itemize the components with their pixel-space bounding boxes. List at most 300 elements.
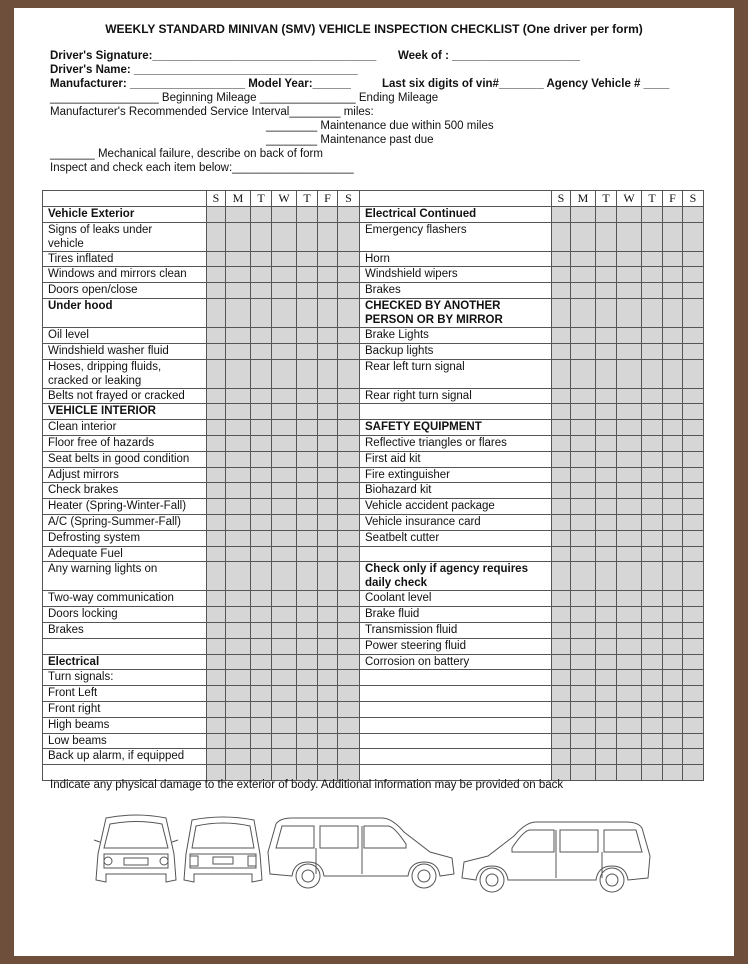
minivan-front-view-diagram[interactable] <box>92 810 180 892</box>
mechanical-failure-field[interactable]: _______ Mechanical failure, describe on back of form <box>50 148 323 160</box>
right-check-cell[interactable] <box>683 404 704 420</box>
right-check-cell[interactable] <box>683 607 704 623</box>
left-check-cell[interactable] <box>272 222 297 251</box>
right-check-cell[interactable] <box>642 514 663 530</box>
right-check-cell[interactable] <box>617 638 642 654</box>
right-check-cell[interactable] <box>683 638 704 654</box>
left-check-cell[interactable] <box>338 420 360 436</box>
right-check-cell[interactable] <box>683 206 704 222</box>
left-check-cell[interactable] <box>297 404 318 420</box>
right-check-cell[interactable] <box>617 404 642 420</box>
right-check-cell[interactable] <box>683 359 704 388</box>
right-check-cell[interactable] <box>596 267 617 283</box>
left-check-cell[interactable] <box>251 467 272 483</box>
left-check-cell[interactable] <box>318 591 338 607</box>
right-check-cell[interactable] <box>571 343 596 359</box>
left-check-cell[interactable] <box>338 206 360 222</box>
right-check-cell[interactable] <box>571 622 596 638</box>
right-check-cell[interactable] <box>571 483 596 499</box>
left-check-cell[interactable] <box>338 514 360 530</box>
left-check-cell[interactable] <box>272 283 297 299</box>
right-check-cell[interactable] <box>571 514 596 530</box>
left-check-cell[interactable] <box>272 638 297 654</box>
right-check-cell[interactable] <box>571 701 596 717</box>
left-check-cell[interactable] <box>251 670 272 686</box>
left-check-cell[interactable] <box>226 388 251 404</box>
right-check-cell[interactable] <box>642 327 663 343</box>
left-check-cell[interactable] <box>297 546 318 562</box>
right-check-cell[interactable] <box>596 546 617 562</box>
right-check-cell[interactable] <box>571 359 596 388</box>
right-check-cell[interactable] <box>663 765 683 781</box>
right-check-cell[interactable] <box>571 404 596 420</box>
right-check-cell[interactable] <box>683 267 704 283</box>
left-check-cell[interactable] <box>207 435 226 451</box>
left-check-cell[interactable] <box>251 530 272 546</box>
left-check-cell[interactable] <box>338 591 360 607</box>
left-check-cell[interactable] <box>207 283 226 299</box>
left-check-cell[interactable] <box>338 749 360 765</box>
right-check-cell[interactable] <box>683 483 704 499</box>
right-check-cell[interactable] <box>617 251 642 267</box>
right-check-cell[interactable] <box>683 546 704 562</box>
left-check-cell[interactable] <box>226 283 251 299</box>
right-check-cell[interactable] <box>552 359 571 388</box>
right-check-cell[interactable] <box>596 343 617 359</box>
left-check-cell[interactable] <box>207 222 226 251</box>
right-check-cell[interactable] <box>596 654 617 670</box>
right-check-cell[interactable] <box>642 749 663 765</box>
left-check-cell[interactable] <box>338 222 360 251</box>
right-check-cell[interactable] <box>571 251 596 267</box>
left-check-cell[interactable] <box>338 298 360 327</box>
left-check-cell[interactable] <box>251 206 272 222</box>
left-check-cell[interactable] <box>272 467 297 483</box>
left-check-cell[interactable] <box>272 483 297 499</box>
right-check-cell[interactable] <box>642 562 663 591</box>
left-check-cell[interactable] <box>251 717 272 733</box>
right-check-cell[interactable] <box>617 206 642 222</box>
left-check-cell[interactable] <box>297 251 318 267</box>
left-check-cell[interactable] <box>297 749 318 765</box>
right-check-cell[interactable] <box>596 733 617 749</box>
right-check-cell[interactable] <box>663 562 683 591</box>
left-check-cell[interactable] <box>226 701 251 717</box>
right-check-cell[interactable] <box>617 607 642 623</box>
right-check-cell[interactable] <box>571 638 596 654</box>
left-check-cell[interactable] <box>272 298 297 327</box>
left-check-cell[interactable] <box>272 343 297 359</box>
right-check-cell[interactable] <box>617 591 642 607</box>
left-check-cell[interactable] <box>272 530 297 546</box>
left-check-cell[interactable] <box>318 327 338 343</box>
right-check-cell[interactable] <box>642 546 663 562</box>
right-check-cell[interactable] <box>642 251 663 267</box>
left-check-cell[interactable] <box>272 546 297 562</box>
left-check-cell[interactable] <box>251 483 272 499</box>
right-check-cell[interactable] <box>617 717 642 733</box>
left-check-cell[interactable] <box>318 298 338 327</box>
left-check-cell[interactable] <box>297 670 318 686</box>
right-check-cell[interactable] <box>683 451 704 467</box>
left-check-cell[interactable] <box>318 530 338 546</box>
right-check-cell[interactable] <box>683 765 704 781</box>
right-check-cell[interactable] <box>663 359 683 388</box>
right-check-cell[interactable] <box>596 251 617 267</box>
right-check-cell[interactable] <box>596 686 617 702</box>
right-check-cell[interactable] <box>571 749 596 765</box>
right-check-cell[interactable] <box>617 546 642 562</box>
right-check-cell[interactable] <box>663 435 683 451</box>
right-check-cell[interactable] <box>552 546 571 562</box>
right-check-cell[interactable] <box>571 717 596 733</box>
right-check-cell[interactable] <box>642 765 663 781</box>
maintenance-past-due-field[interactable]: ________ Maintenance past due <box>266 134 434 146</box>
right-check-cell[interactable] <box>642 607 663 623</box>
right-check-cell[interactable] <box>617 267 642 283</box>
left-check-cell[interactable] <box>297 283 318 299</box>
left-check-cell[interactable] <box>226 546 251 562</box>
left-check-cell[interactable] <box>272 717 297 733</box>
right-check-cell[interactable] <box>683 499 704 515</box>
right-check-cell[interactable] <box>683 467 704 483</box>
left-check-cell[interactable] <box>338 435 360 451</box>
right-check-cell[interactable] <box>596 420 617 436</box>
right-check-cell[interactable] <box>596 591 617 607</box>
right-check-cell[interactable] <box>663 451 683 467</box>
right-check-cell[interactable] <box>642 483 663 499</box>
right-check-cell[interactable] <box>596 451 617 467</box>
right-check-cell[interactable] <box>663 420 683 436</box>
right-check-cell[interactable] <box>642 654 663 670</box>
right-check-cell[interactable] <box>663 638 683 654</box>
right-check-cell[interactable] <box>683 654 704 670</box>
right-check-cell[interactable] <box>571 420 596 436</box>
right-check-cell[interactable] <box>552 420 571 436</box>
left-check-cell[interactable] <box>338 717 360 733</box>
right-check-cell[interactable] <box>642 283 663 299</box>
right-check-cell[interactable] <box>683 420 704 436</box>
left-check-cell[interactable] <box>226 607 251 623</box>
right-check-cell[interactable] <box>552 654 571 670</box>
right-check-cell[interactable] <box>683 530 704 546</box>
right-check-cell[interactable] <box>617 435 642 451</box>
left-check-cell[interactable] <box>226 654 251 670</box>
right-check-cell[interactable] <box>552 388 571 404</box>
right-check-cell[interactable] <box>663 283 683 299</box>
left-check-cell[interactable] <box>207 451 226 467</box>
right-check-cell[interactable] <box>663 327 683 343</box>
left-check-cell[interactable] <box>207 483 226 499</box>
right-check-cell[interactable] <box>663 749 683 765</box>
right-check-cell[interactable] <box>663 546 683 562</box>
right-check-cell[interactable] <box>663 514 683 530</box>
right-check-cell[interactable] <box>663 591 683 607</box>
left-check-cell[interactable] <box>338 562 360 591</box>
left-check-cell[interactable] <box>338 404 360 420</box>
right-check-cell[interactable] <box>683 701 704 717</box>
left-check-cell[interactable] <box>297 206 318 222</box>
right-check-cell[interactable] <box>552 686 571 702</box>
right-check-cell[interactable] <box>617 670 642 686</box>
left-check-cell[interactable] <box>251 343 272 359</box>
left-check-cell[interactable] <box>297 622 318 638</box>
right-check-cell[interactable] <box>663 251 683 267</box>
right-check-cell[interactable] <box>663 686 683 702</box>
left-check-cell[interactable] <box>318 483 338 499</box>
left-check-cell[interactable] <box>338 733 360 749</box>
left-check-cell[interactable] <box>226 562 251 591</box>
right-check-cell[interactable] <box>571 435 596 451</box>
left-check-cell[interactable] <box>207 343 226 359</box>
right-check-cell[interactable] <box>596 638 617 654</box>
right-check-cell[interactable] <box>617 483 642 499</box>
left-check-cell[interactable] <box>318 749 338 765</box>
left-check-cell[interactable] <box>207 670 226 686</box>
right-check-cell[interactable] <box>642 622 663 638</box>
left-check-cell[interactable] <box>251 388 272 404</box>
right-check-cell[interactable] <box>596 607 617 623</box>
right-check-cell[interactable] <box>552 514 571 530</box>
left-check-cell[interactable] <box>207 562 226 591</box>
right-check-cell[interactable] <box>571 546 596 562</box>
left-check-cell[interactable] <box>207 467 226 483</box>
left-check-cell[interactable] <box>272 622 297 638</box>
right-check-cell[interactable] <box>571 499 596 515</box>
right-check-cell[interactable] <box>617 451 642 467</box>
right-check-cell[interactable] <box>683 283 704 299</box>
right-check-cell[interactable] <box>596 404 617 420</box>
left-check-cell[interactable] <box>338 701 360 717</box>
left-check-cell[interactable] <box>226 420 251 436</box>
left-check-cell[interactable] <box>272 733 297 749</box>
left-check-cell[interactable] <box>318 359 338 388</box>
left-check-cell[interactable] <box>338 483 360 499</box>
right-check-cell[interactable] <box>617 749 642 765</box>
right-check-cell[interactable] <box>596 435 617 451</box>
right-check-cell[interactable] <box>596 206 617 222</box>
minivan-left-side-diagram[interactable] <box>262 812 458 892</box>
right-check-cell[interactable] <box>596 388 617 404</box>
right-check-cell[interactable] <box>571 451 596 467</box>
left-check-cell[interactable] <box>338 327 360 343</box>
left-check-cell[interactable] <box>251 298 272 327</box>
left-check-cell[interactable] <box>272 654 297 670</box>
left-check-cell[interactable] <box>338 654 360 670</box>
maintenance-500-field[interactable]: ________ Maintenance due within 500 miles <box>266 120 494 132</box>
right-check-cell[interactable] <box>552 483 571 499</box>
left-check-cell[interactable] <box>338 359 360 388</box>
left-check-cell[interactable] <box>318 654 338 670</box>
right-check-cell[interactable] <box>617 388 642 404</box>
right-check-cell[interactable] <box>642 388 663 404</box>
left-check-cell[interactable] <box>251 435 272 451</box>
left-check-cell[interactable] <box>207 404 226 420</box>
left-check-cell[interactable] <box>207 530 226 546</box>
right-check-cell[interactable] <box>663 206 683 222</box>
left-check-cell[interactable] <box>207 251 226 267</box>
left-check-cell[interactable] <box>251 546 272 562</box>
right-check-cell[interactable] <box>552 283 571 299</box>
left-check-cell[interactable] <box>338 607 360 623</box>
right-check-cell[interactable] <box>617 701 642 717</box>
left-check-cell[interactable] <box>272 404 297 420</box>
left-check-cell[interactable] <box>226 717 251 733</box>
right-check-cell[interactable] <box>683 298 704 327</box>
right-check-cell[interactable] <box>663 717 683 733</box>
left-check-cell[interactable] <box>251 420 272 436</box>
left-check-cell[interactable] <box>226 267 251 283</box>
right-check-cell[interactable] <box>596 483 617 499</box>
right-check-cell[interactable] <box>596 283 617 299</box>
left-check-cell[interactable] <box>338 499 360 515</box>
left-check-cell[interactable] <box>226 435 251 451</box>
left-check-cell[interactable] <box>207 654 226 670</box>
right-check-cell[interactable] <box>663 483 683 499</box>
right-check-cell[interactable] <box>552 562 571 591</box>
minivan-rear-view-diagram[interactable] <box>180 814 266 892</box>
drivers-signature-field[interactable]: Driver's Signature:___________________________________ <box>50 50 377 62</box>
left-check-cell[interactable] <box>297 717 318 733</box>
right-check-cell[interactable] <box>596 717 617 733</box>
right-check-cell[interactable] <box>552 451 571 467</box>
right-check-cell[interactable] <box>571 607 596 623</box>
left-check-cell[interactable] <box>272 206 297 222</box>
right-check-cell[interactable] <box>596 530 617 546</box>
left-check-cell[interactable] <box>318 283 338 299</box>
right-check-cell[interactable] <box>642 343 663 359</box>
left-check-cell[interactable] <box>226 514 251 530</box>
left-check-cell[interactable] <box>297 514 318 530</box>
left-check-cell[interactable] <box>318 546 338 562</box>
left-check-cell[interactable] <box>297 530 318 546</box>
right-check-cell[interactable] <box>663 701 683 717</box>
right-check-cell[interactable] <box>642 638 663 654</box>
left-check-cell[interactable] <box>318 467 338 483</box>
left-check-cell[interactable] <box>226 530 251 546</box>
left-check-cell[interactable] <box>338 686 360 702</box>
left-check-cell[interactable] <box>338 388 360 404</box>
right-check-cell[interactable] <box>663 530 683 546</box>
left-check-cell[interactable] <box>272 388 297 404</box>
right-check-cell[interactable] <box>642 717 663 733</box>
right-check-cell[interactable] <box>617 514 642 530</box>
left-check-cell[interactable] <box>297 467 318 483</box>
left-check-cell[interactable] <box>338 670 360 686</box>
right-check-cell[interactable] <box>663 733 683 749</box>
right-check-cell[interactable] <box>571 670 596 686</box>
right-check-cell[interactable] <box>596 222 617 251</box>
left-check-cell[interactable] <box>318 206 338 222</box>
left-check-cell[interactable] <box>226 298 251 327</box>
left-check-cell[interactable] <box>207 607 226 623</box>
right-check-cell[interactable] <box>596 562 617 591</box>
left-check-cell[interactable] <box>338 451 360 467</box>
right-check-cell[interactable] <box>617 222 642 251</box>
right-check-cell[interactable] <box>552 622 571 638</box>
left-check-cell[interactable] <box>338 267 360 283</box>
left-check-cell[interactable] <box>318 451 338 467</box>
left-check-cell[interactable] <box>318 638 338 654</box>
left-check-cell[interactable] <box>338 467 360 483</box>
right-check-cell[interactable] <box>596 327 617 343</box>
manufacturer-model-year-field[interactable]: Manufacturer: __________________ Model Year:______ <box>50 78 351 90</box>
left-check-cell[interactable] <box>251 622 272 638</box>
right-check-cell[interactable] <box>571 591 596 607</box>
right-check-cell[interactable] <box>663 670 683 686</box>
right-check-cell[interactable] <box>683 749 704 765</box>
left-check-cell[interactable] <box>318 733 338 749</box>
right-check-cell[interactable] <box>642 267 663 283</box>
right-check-cell[interactable] <box>552 749 571 765</box>
right-check-cell[interactable] <box>642 298 663 327</box>
right-check-cell[interactable] <box>642 530 663 546</box>
left-check-cell[interactable] <box>272 749 297 765</box>
left-check-cell[interactable] <box>226 451 251 467</box>
left-check-cell[interactable] <box>251 499 272 515</box>
right-check-cell[interactable] <box>617 654 642 670</box>
right-check-cell[interactable] <box>596 298 617 327</box>
left-check-cell[interactable] <box>207 733 226 749</box>
left-check-cell[interactable] <box>297 420 318 436</box>
left-check-cell[interactable] <box>207 298 226 327</box>
vin-agency-vehicle-field[interactable]: Last six digits of vin#_______ Agency Vehicle # ____ <box>382 78 670 90</box>
left-check-cell[interactable] <box>226 686 251 702</box>
mileage-fields[interactable]: _________________ Beginning Mileage _______________ Ending Mileage <box>50 92 439 104</box>
right-check-cell[interactable] <box>683 622 704 638</box>
right-check-cell[interactable] <box>642 359 663 388</box>
right-check-cell[interactable] <box>663 654 683 670</box>
left-check-cell[interactable] <box>226 733 251 749</box>
left-check-cell[interactable] <box>318 562 338 591</box>
right-check-cell[interactable] <box>683 435 704 451</box>
right-check-cell[interactable] <box>617 765 642 781</box>
right-check-cell[interactable] <box>617 283 642 299</box>
left-check-cell[interactable] <box>226 638 251 654</box>
left-check-cell[interactable] <box>297 359 318 388</box>
right-check-cell[interactable] <box>663 222 683 251</box>
right-check-cell[interactable] <box>552 670 571 686</box>
right-check-cell[interactable] <box>617 298 642 327</box>
right-check-cell[interactable] <box>571 222 596 251</box>
left-check-cell[interactable] <box>226 251 251 267</box>
left-check-cell[interactable] <box>318 388 338 404</box>
right-check-cell[interactable] <box>683 251 704 267</box>
left-check-cell[interactable] <box>226 749 251 765</box>
right-check-cell[interactable] <box>642 467 663 483</box>
left-check-cell[interactable] <box>207 206 226 222</box>
left-check-cell[interactable] <box>251 327 272 343</box>
right-check-cell[interactable] <box>683 670 704 686</box>
left-check-cell[interactable] <box>207 717 226 733</box>
right-check-cell[interactable] <box>552 530 571 546</box>
right-check-cell[interactable] <box>683 343 704 359</box>
left-check-cell[interactable] <box>207 420 226 436</box>
left-check-cell[interactable] <box>318 670 338 686</box>
right-check-cell[interactable] <box>596 670 617 686</box>
left-check-cell[interactable] <box>272 562 297 591</box>
right-check-cell[interactable] <box>571 388 596 404</box>
right-check-cell[interactable] <box>571 733 596 749</box>
left-check-cell[interactable] <box>207 622 226 638</box>
right-check-cell[interactable] <box>552 638 571 654</box>
right-check-cell[interactable] <box>552 222 571 251</box>
left-check-cell[interactable] <box>272 670 297 686</box>
left-check-cell[interactable] <box>207 327 226 343</box>
right-check-cell[interactable] <box>663 298 683 327</box>
right-check-cell[interactable] <box>683 733 704 749</box>
right-check-cell[interactable] <box>571 765 596 781</box>
